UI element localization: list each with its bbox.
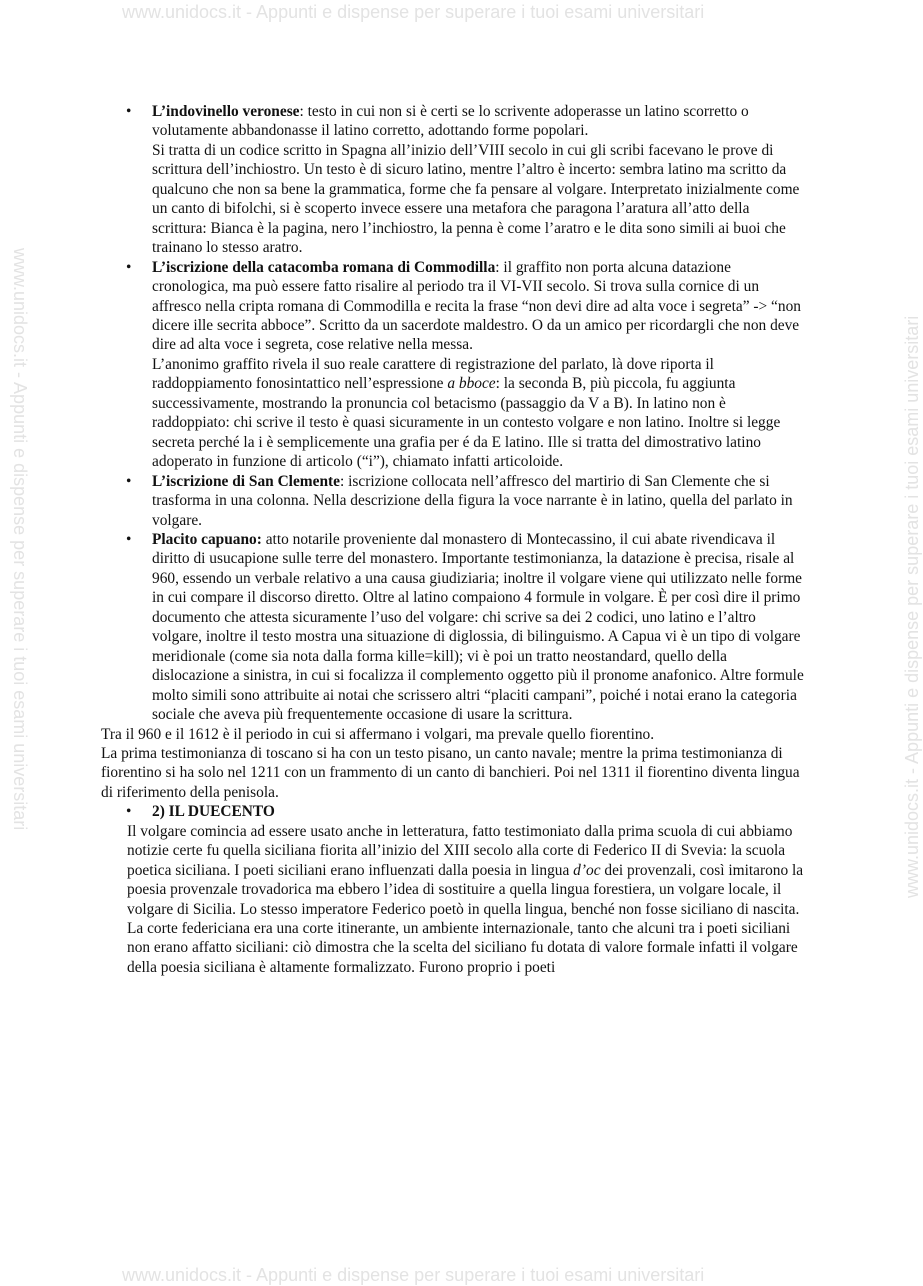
section-heading-text: 2) IL DUECENTO: [152, 803, 275, 821]
list-item-indovinello: [101, 102, 804, 258]
document-body: [101, 102, 804, 977]
bullet-list: [101, 102, 804, 725]
bullet-marker: •: [126, 258, 132, 276]
section-2-text: [127, 822, 804, 978]
list-item-commodilla: [101, 258, 804, 472]
item-paragraph: [152, 258, 804, 355]
item-paragraph: [152, 102, 804, 141]
bullet-marker: •: [126, 530, 132, 548]
section-text: Il volgare comincia ad essere usato anche in letteratura, fatto testimoniato dalla prima scuola di cui abbiamo notizie certe fu quella siciliana fiorita all’inizio del XIII secolo alla corte di Federico II di Svevia: la scuola poetica siciliana. I poeti siciliani erano influenzati dalla poesia in lingua: [127, 822, 793, 879]
item-paragraph: [152, 472, 804, 530]
item-emphasis: a bboce: [447, 375, 496, 393]
watermark-right: www.unidocs.it - Appunti e dispense per superare i tuoi esami universitari: [902, 315, 922, 898]
section-text: dei provenzali, così imitarono la poesia provenzale trovadorica ma ebbero l’idea di sostituire a quella lingua forestiera, un volgare locale, il volgare di Sicilia. Lo stesso imperatore Federico poetò in quella lingua, benché non fosse siciliano di nascita. La corte federiciana era una corte itinerante, un ambiente internazionale, tanto che alcuni tra i poeti siciliani non erano affatto siciliani: ciò dimostra che la scelta del siciliano fu dotata di valore formale infatti il volgare della poesia siciliana è altamente formalizzato. Furono proprio i poeti: [127, 861, 804, 976]
list-item-placito: [101, 530, 804, 725]
item-text: : iscrizione collocata nell’affresco del martirio di San Clemente che si trasforma in una colonna. Nella descrizione della figura la voce narrante è in latino, quella del parlato in volgare.: [152, 472, 793, 529]
item-paragraph: [152, 355, 804, 472]
bullet-marker: •: [126, 472, 132, 490]
watermark-bottom: www.unidocs.it - Appunti e dispense per superare i tuoi esami universitari: [122, 1265, 705, 1285]
item-text: : testo in cui non si è certi se lo scrivente adoperasse un latino scorretto o volutamente abbandonasse il latino corretto, adottando forme popolari.: [152, 103, 749, 140]
item-text: : la seconda B, più piccola, fu aggiunta successivamente, mostrando la pronuncia col betacismo (passaggio da V a B). In latino non è raddoppiato: chi scrive il testo è quasi sicuramente in un contesto volgare e non latino. Inoltre si legge secreta perché la i è semplicemente una grafia per é da E latino. Ille si tratta del dimostrativo latino adoperato in funzione di articolo (“i”), chiamato infatti articoloide.: [152, 375, 781, 471]
item-title: L’iscrizione della catacomba romana di Commodilla: [152, 258, 496, 276]
bullet-marker: •: [126, 103, 132, 120]
item-text: atto notarile proveniente dal monastero di Montecassino, il cui abate rivendicava il diritto di usucapione sulle terre del monastero. Importante testimonianza, la datazione è precisa, risale al 960, essendo un verbale relativo a una causa giudiziaria; inoltre il volgare viene qui utilizzato nelle forme in cui compare il discorso diretto. Oltre al latino compaiono 4 formule in volgare. È per così dire il primo documento che attesta sicuramente l’uso del volgare: chi scrive sa dei 2 codici, uno latino e l’altro volgare, inoltre il testo mostra una situazione di diglossia, di bilinguismo. A Capua vi è un tipo di volgare meridionale (come sia nota dalla forma kille=kill); vi è poi un tratto neostandard, quello della dislocazione a sinistra, in cui si focalizza il complemento oggetto più il pronome anafonico. Altre formule molto simili sono attribuite ai notai che scrissero altri “placiti campani”, poiché i notai erano la categoria sociale che aveva più frequentemente occasione di usare la scrittura.: [152, 530, 804, 724]
section-heading: [152, 802, 804, 821]
item-title: L’indovinello veronese: [152, 103, 300, 120]
closing-line-2: La prima testimonianza di toscano si ha con un testo pisano, un canto navale; mentre la prima testimonianza di fiorentino si ha solo nel 1211 con un frammento di un canto di banchieri. Poi nel 1311 il fiorentino diventa lingua di riferimento della penisola.: [101, 744, 800, 801]
section-2: [101, 802, 804, 821]
section-emphasis: d’oc: [573, 861, 601, 879]
list-item-san-clemente: [101, 472, 804, 530]
watermark-top: www.unidocs.it - Appunti e dispense per superare i tuoi esami universitari: [122, 2, 705, 22]
item-text: L’anonimo graffito rivela il suo reale carattere di registrazione del parlato, là dove riporta il raddoppiamento fonosintattico nell’espressione: [152, 355, 714, 393]
item-paragraph: [152, 530, 804, 725]
bullet-marker: •: [126, 803, 132, 821]
item-title: L’iscrizione di San Clemente: [152, 472, 340, 490]
closing-line-1: Tra il 960 e il 1612 è il periodo in cui si affermano i volgari, ma prevale quello fiorentino.: [101, 725, 655, 743]
section-2-item: [101, 802, 804, 821]
item-title: Placito capuano:: [152, 530, 262, 548]
item-paragraph: Si tratta di un codice scritto in Spagna all’inizio dell’VIII secolo in cui gli scribi facevano le prove di scrittura dell’inchiostro. Un testo è di sicuro latino, mentre l’altro è incerto: sembra latino ma scritto da qualcuno che non sa bene la grammatica, forme che fa pensare al volgare. Interpretato inizialmente come un canto di bifolchi, si è scoperto invece essere una metafora che paragona l’aratura all’atto della scrittura: Bianca è la pagina, nero l’inchiostro, la penna è come l’aratro e le dita sono simili ai buoi che trainano lo stesso aratro.: [152, 141, 800, 257]
watermark-left: www.unidocs.it - Appunti e dispense per superare i tuoi esami universitari: [10, 248, 30, 831]
item-text: : il graffito non porta alcuna datazione cronologica, ma può essere fatto risalire al periodo tra il VI-VII secolo. Si trova sulla cornice di un affresco nella cripta romana di Commodilla e recita la frase “non devi dire ad alta voce i segreta” -> “non dicere ille secrita abboce”. Scritto da un sacerdote maldestro. O da un amico per ricordargli che non deve dire ad alta voce i segreta, cose relative nella messa.: [152, 258, 801, 354]
